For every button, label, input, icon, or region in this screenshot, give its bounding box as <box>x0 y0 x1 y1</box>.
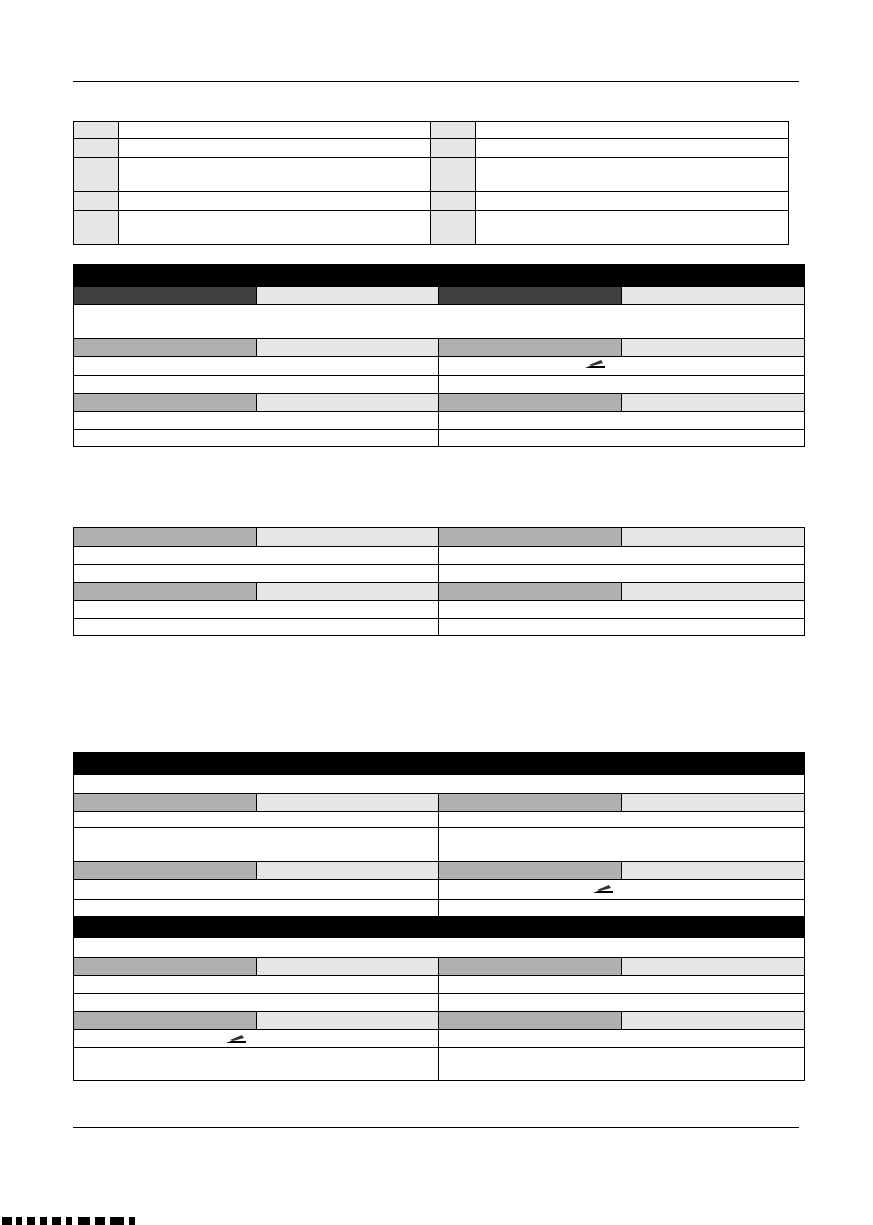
index-row-divider <box>74 191 788 192</box>
param-cell <box>439 412 804 429</box>
param-cell <box>439 812 804 827</box>
param-cell <box>74 976 439 993</box>
section-3-header-row <box>74 793 804 811</box>
section-1-title-bar <box>74 265 804 286</box>
section-4-header-row <box>74 957 804 975</box>
section-2-table <box>73 527 805 636</box>
section-4-data-row <box>74 993 804 1011</box>
section-1-header-row <box>74 338 804 356</box>
param-cell <box>74 828 439 861</box>
expression-pedal-icon <box>225 1033 247 1044</box>
param-value-header <box>257 958 439 975</box>
section-4-subtitle <box>74 937 804 957</box>
param-name-header <box>74 287 257 304</box>
index-col-text-right <box>476 122 788 244</box>
section-2-data-row <box>74 618 804 636</box>
param-cell <box>74 601 439 618</box>
section-1-data-row <box>74 411 804 429</box>
param-cell <box>74 430 439 447</box>
section-3-header-row <box>74 861 804 879</box>
param-name-header <box>74 583 257 600</box>
section-3-data-row <box>74 879 804 899</box>
param-value-header <box>622 1012 804 1029</box>
param-value-header <box>257 339 439 356</box>
param-cell <box>439 547 804 564</box>
param-cell <box>439 880 804 899</box>
param-value-header <box>622 862 804 879</box>
param-name-header <box>439 583 622 600</box>
section-1-table <box>73 264 805 447</box>
section-1-data-row <box>74 356 804 375</box>
section-2-header-row <box>74 582 804 600</box>
param-cell <box>439 976 804 993</box>
section-2-header-row <box>74 528 804 546</box>
param-value-header <box>257 394 439 411</box>
section-4-data-row <box>74 975 804 993</box>
param-cell <box>439 619 804 636</box>
section-3-data-row <box>74 827 804 861</box>
section-3-4-table <box>73 752 805 1081</box>
section-2-data-row <box>74 600 804 618</box>
param-name-header <box>74 958 257 975</box>
param-value-header <box>622 583 804 600</box>
param-name-header <box>74 862 257 879</box>
param-cell <box>74 376 439 393</box>
param-cell <box>439 601 804 618</box>
param-cell <box>74 547 439 564</box>
param-value-header <box>622 339 804 356</box>
section-1-description <box>74 304 804 338</box>
param-value-header <box>257 287 439 304</box>
param-name-header <box>74 394 257 411</box>
param-cell <box>439 1048 804 1081</box>
param-name-header <box>439 958 622 975</box>
header-rule <box>73 81 799 82</box>
param-cell <box>74 1048 439 1081</box>
param-cell <box>74 565 439 582</box>
param-value-header <box>257 583 439 600</box>
section-1-data-row <box>74 429 804 447</box>
clipped-footer-glyphs <box>0 1217 140 1225</box>
param-cell <box>439 357 804 375</box>
index-col-text-left <box>119 122 431 244</box>
section-1-data-row <box>74 375 804 393</box>
param-cell <box>439 994 804 1011</box>
index-row-divider <box>74 157 788 158</box>
param-name-header <box>74 794 257 811</box>
section-4-data-row <box>74 1047 804 1081</box>
expression-pedal-icon <box>584 358 606 369</box>
param-name-header <box>439 394 622 411</box>
section-2-data-row <box>74 546 804 564</box>
param-cell <box>74 357 439 375</box>
param-value-header <box>622 287 804 304</box>
param-value-header <box>622 528 804 546</box>
param-value-header <box>622 794 804 811</box>
param-cell <box>74 994 439 1011</box>
section-4-data-row <box>74 1029 804 1047</box>
param-name-header <box>74 339 257 356</box>
index-table <box>73 121 789 245</box>
param-name-header <box>439 287 622 304</box>
section-1-header-row <box>74 286 804 304</box>
footer-rule <box>73 1127 799 1128</box>
index-row-divider <box>74 210 788 211</box>
index-col-number-right <box>431 122 476 244</box>
section-3-title-bar <box>74 753 804 774</box>
section-3-data-row <box>74 811 804 827</box>
param-cell <box>74 812 439 827</box>
param-cell <box>439 376 804 393</box>
param-value-header <box>257 1012 439 1029</box>
param-name-header <box>74 528 257 546</box>
param-name-header <box>439 528 622 546</box>
section-3-subtitle <box>74 774 804 793</box>
param-value-header <box>257 528 439 546</box>
param-cell <box>74 619 439 636</box>
section-1-header-row <box>74 393 804 411</box>
param-value-header <box>622 394 804 411</box>
param-name-header <box>439 339 622 356</box>
index-row-divider <box>74 138 788 139</box>
param-name-header <box>439 794 622 811</box>
param-name-header <box>439 1012 622 1029</box>
param-cell <box>74 1030 439 1047</box>
param-value-header <box>622 958 804 975</box>
param-cell <box>439 900 804 916</box>
section-4-header-row <box>74 1011 804 1029</box>
param-value-header <box>257 794 439 811</box>
param-cell <box>74 880 439 899</box>
param-name-header <box>74 1012 257 1029</box>
param-cell <box>74 900 439 916</box>
param-value-header <box>257 862 439 879</box>
param-cell <box>439 565 804 582</box>
expression-pedal-icon <box>592 883 614 894</box>
section-2-data-row <box>74 564 804 582</box>
param-name-header <box>439 862 622 879</box>
section-4-title-bar <box>74 916 804 937</box>
param-cell <box>439 1030 804 1047</box>
section-3-data-row <box>74 899 804 916</box>
param-cell <box>439 430 804 447</box>
index-col-number-left <box>74 122 119 244</box>
param-cell <box>74 412 439 429</box>
param-cell <box>439 828 804 861</box>
